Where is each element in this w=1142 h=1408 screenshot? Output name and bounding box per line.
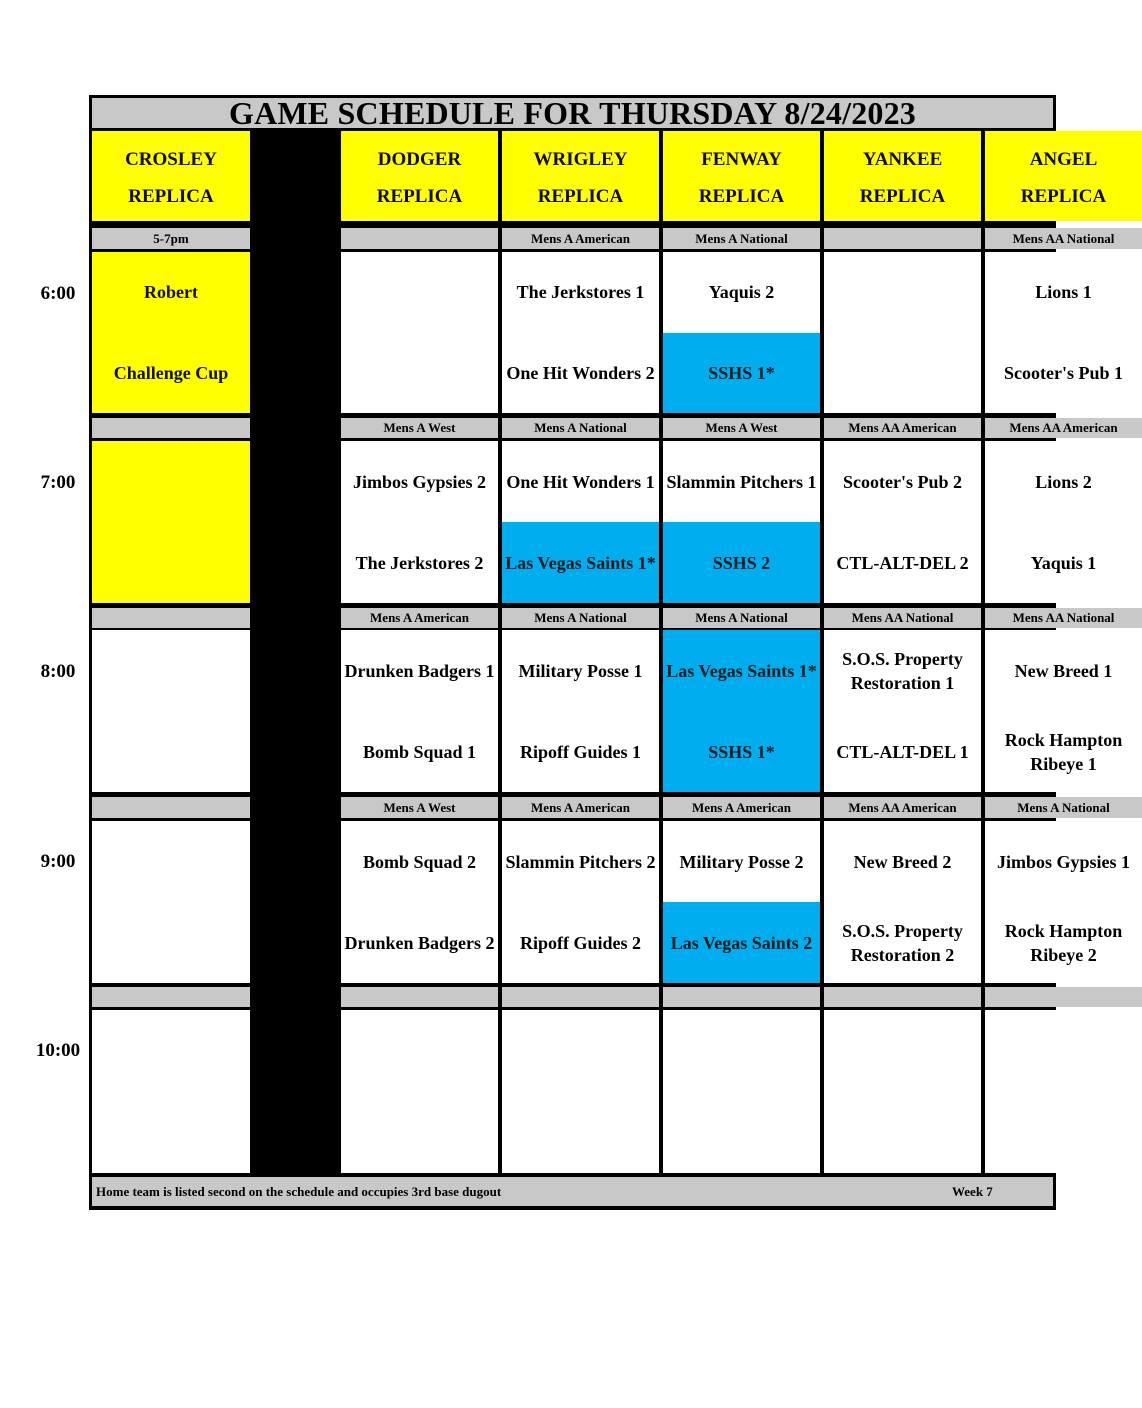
game-cell [985,821,1142,983]
matchup-team-home: Rock Hampton Ribeye 1 [1004,729,1123,774]
matchup-team-away: New Breed 2 [853,851,952,872]
division-label [985,987,1142,1007]
home-team-note: Home team is listed second on the schedule and occupies 3rd base dugout [96,1183,502,1199]
division-label: Mens A National [502,418,659,438]
time-label: 9:00 [40,851,76,872]
game-cell [502,821,659,983]
game-cell [502,441,659,603]
division-label: Mens AA National [824,608,981,628]
game-cell [985,1010,1142,1173]
matchup-team-home: Bomb Squad 1 [362,741,477,762]
matchup-team-away: Slammin Pitchers 1 [666,471,817,492]
game-cell [341,1010,498,1173]
matchup-team-home: Yaquis 1 [1030,552,1097,573]
matchup-team-home [824,333,981,414]
matchup-team-home: CTL-ALT-DEL 2 [836,552,969,573]
matchup-team-home: Challenge Cup [113,362,229,383]
game-cell [92,1010,250,1173]
matchup-team-away [92,821,250,902]
matchup-team-away: Lions 2 [1035,471,1092,492]
division-label [341,987,498,1007]
field-header-angel [985,131,1142,221]
division-label: Mens AA National [985,228,1142,249]
time-label: 7:00 [40,472,76,493]
matchup-team-home [92,711,250,792]
matchup-team-away: Jimbos Gypsies 1 [996,851,1131,872]
game-cell [824,630,981,792]
matchup-team-home [985,1092,1142,1174]
schedule-table [89,94,1131,1210]
division-label [824,987,981,1007]
field-subtitle: REPLICA [128,186,214,207]
matchup-team-home [92,902,250,983]
division-label: Mens A West [663,418,820,438]
matchup-team-home: Las Vegas Saints 2 [663,902,820,983]
field-header-yankee [824,131,981,221]
matchup-team-away: Military Posse 2 [679,851,804,872]
division-label: Mens A National [663,608,820,628]
division-label: Mens A National [985,797,1142,818]
matchup-team-away: The Jerkstores 1 [516,282,645,303]
matchup-team-home: The Jerkstores 2 [355,552,484,573]
division-label: Mens A National [502,608,659,628]
matchup-team-away: Robert [144,282,198,303]
field-subtitle: REPLICA [1020,186,1107,207]
matchup-team-away [502,1010,659,1092]
game-cell [341,252,498,413]
time-label: 6:00 [40,283,76,304]
division-label: Mens A American [502,228,659,249]
matchup-team-home: Ripoff Guides 2 [519,932,642,953]
matchup-team-away: Jimbos Gypsies 2 [352,471,487,492]
matchup-team-home: S.O.S. Property Restoration 2 [842,920,963,965]
division-label: Mens A West [341,797,498,818]
game-cell [824,1010,981,1173]
game-cell [502,1010,659,1173]
field-header-dodger [341,131,498,221]
matchup-team-home: CTL-ALT-DEL 1 [836,741,969,762]
division-label: Mens A National [663,228,820,249]
matchup-team-away [985,1010,1142,1092]
matchup-team-away: Slammin Pitchers 2 [505,851,656,872]
field-name: YANKEE [862,149,943,170]
division-label: Mens AA American [824,418,981,438]
matchup-team-home [824,1092,981,1174]
field-name: CROSLEY [125,149,217,170]
game-cell [341,630,498,792]
matchup-team-home: Drunken Badgers 2 [344,932,495,953]
matchup-team-away [92,1010,250,1092]
matchup-team-away [92,441,250,522]
matchup-team-away [92,630,250,711]
matchup-team-away: Drunken Badgers 1 [344,660,495,681]
game-cell [341,441,498,603]
division-label [502,987,659,1007]
matchup-team-home: Scooter's Pub 1 [1004,362,1123,383]
matchup-team-away: New Breed 1 [1014,660,1113,681]
game-cell [663,630,820,792]
matchup-team-home: One Hit Wonders 2 [506,362,655,383]
week-label: Week 7 [952,1183,993,1199]
division-label [663,987,820,1007]
matchup-team-away: Las Vegas Saints 1* [663,630,820,711]
game-cell [502,252,659,413]
matchup-team-away [824,1010,981,1092]
division-label: Mens AA American [985,418,1142,438]
division-label [341,228,498,249]
game-cell [341,821,498,983]
game-cell [92,630,250,792]
matchup-team-home [92,1092,250,1174]
game-cell [663,1010,820,1173]
field-header-wrigley [502,131,659,221]
matchup-team-home: SSHS 2 [663,522,820,603]
matchup-team-away [663,1010,820,1092]
game-cell [502,630,659,792]
matchup-team-away: Military Posse 1 [518,660,643,681]
game-cell [92,821,250,983]
matchup-team-away [824,252,981,333]
matchup-team-home: SSHS 1* [663,711,820,792]
division-label: 5-7pm [92,228,250,249]
matchup-team-home [341,333,498,414]
game-cell [92,252,250,413]
field-name: FENWAY [701,149,782,170]
time-label: 8:00 [40,661,76,682]
matchup-team-away [341,1010,498,1092]
division-label: Mens AA National [985,608,1142,628]
field-subtitle: REPLICA [698,186,785,207]
field-header-crosley [92,131,250,221]
game-cell [824,821,981,983]
matchup-team-away: One Hit Wonders 1 [506,471,655,492]
division-label [824,228,981,249]
division-label [92,608,250,628]
schedule-title: GAME SCHEDULE FOR THURSDAY 8/24/2023 [92,98,1053,128]
footer-note-bar [92,1177,1053,1206]
matchup-team-home [92,522,250,603]
field-subtitle: REPLICA [537,186,624,207]
field-name: DODGER [377,149,462,170]
game-cell [92,441,250,603]
time-label: 10:00 [35,1040,81,1061]
division-label: Mens A American [341,608,498,628]
game-cell [985,252,1142,413]
field-subtitle: REPLICA [859,186,946,207]
game-cell [663,441,820,603]
field-header-fenway [663,131,820,221]
matchup-team-home: SSHS 1* [663,333,820,414]
matchup-team-away: Bomb Squad 2 [362,851,477,872]
matchup-team-home: Las Vegas Saints 1* [502,522,659,603]
field-subtitle: REPLICA [376,186,463,207]
division-label: Mens A West [341,418,498,438]
division-label: Mens A American [663,797,820,818]
field-name: WRIGLEY [533,149,628,170]
matchup-team-away [341,252,498,333]
game-cell [985,441,1142,603]
matchup-team-home: Rock Hampton Ribeye 2 [1004,920,1123,965]
division-label: Mens AA American [824,797,981,818]
game-cell [985,630,1142,792]
field-name: ANGEL [1029,149,1098,170]
matchup-team-home [341,1092,498,1174]
division-label [92,797,250,818]
matchup-team-home [502,1092,659,1174]
game-cell [824,441,981,603]
matchup-team-away: S.O.S. Property Restoration 1 [842,648,963,693]
game-cell [824,252,981,413]
matchup-team-away: Yaquis 2 [708,282,775,303]
matchup-team-away: Lions 1 [1035,282,1092,303]
game-cell [663,252,820,413]
matchup-team-away: Scooter's Pub 2 [843,471,962,492]
matchup-team-home: Ripoff Guides 1 [519,741,642,762]
game-cell [663,821,820,983]
division-label [92,418,250,438]
division-label: Mens A American [502,797,659,818]
matchup-team-home [663,1092,820,1174]
division-label [92,987,250,1007]
